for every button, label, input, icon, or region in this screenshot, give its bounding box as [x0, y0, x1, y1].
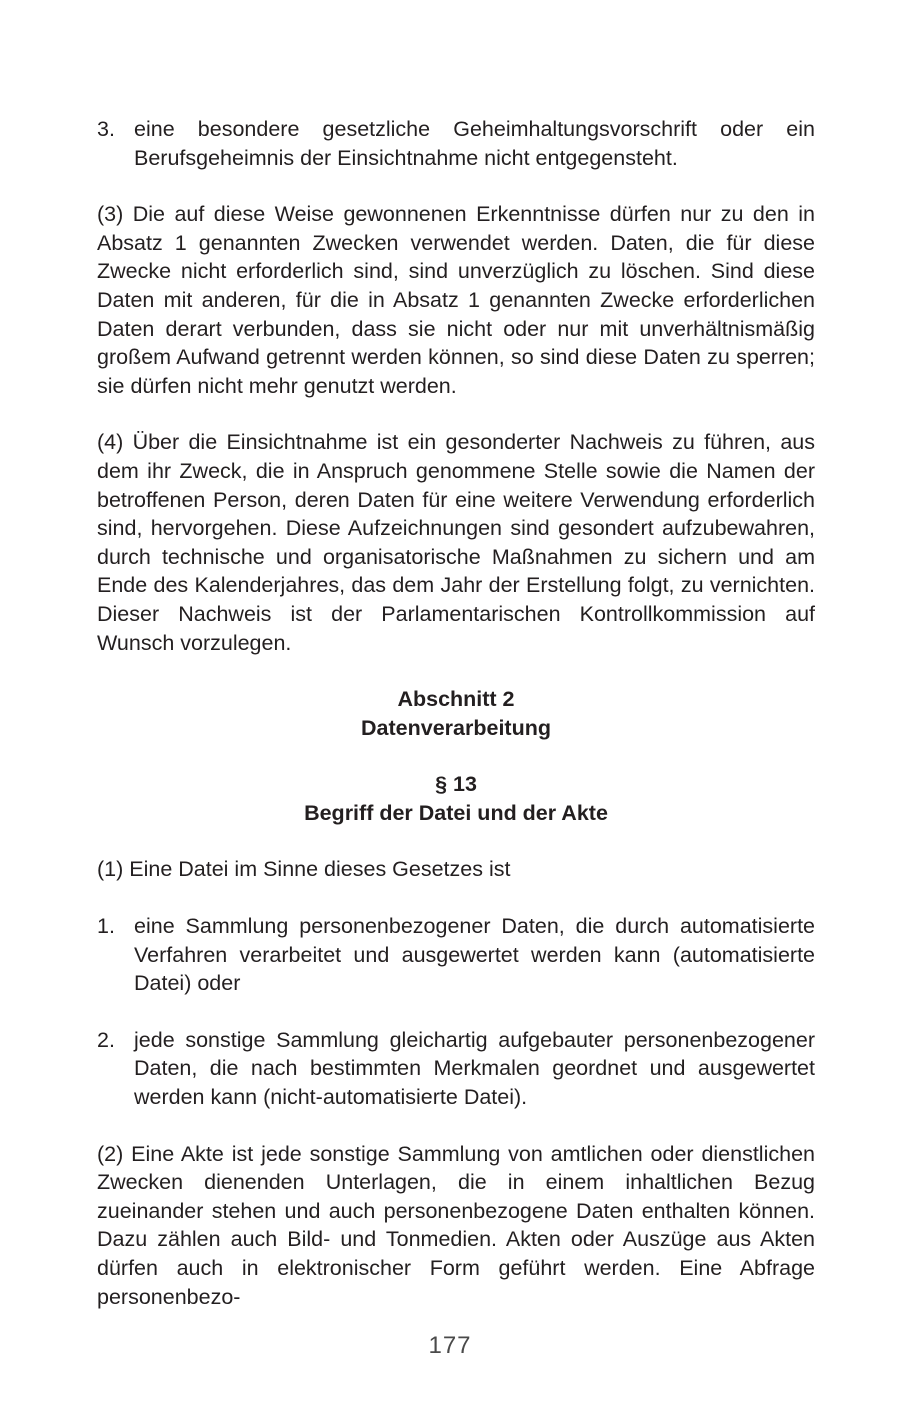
paragraph-label: § 13: [435, 772, 477, 797]
list-number: 3.: [97, 117, 115, 141]
list-item-1: [97, 912, 815, 998]
section-title: Datenverarbeitung: [361, 715, 551, 740]
list-text: eine besondere gesetzliche Geheimhaltungsvorschrift oder ein Berufsgeheimnis der Einsichtnahme nicht entgegensteht.: [134, 117, 815, 170]
paragraph-title: Begriff der Datei und der Akte: [304, 800, 608, 825]
page-content: [97, 115, 815, 1339]
list-number: 2.: [97, 1027, 115, 1052]
s13-paragraph-2: (2) Eine Akte ist jede sonstige Sammlung von amtlichen oder dienstlichen Zwecken dienenden Unterlagen, die in einem inhaltlichen Bezug zueinander stehen und auch personenbezogene Daten enthalten können. Dazu zählen auch Bild- und Tonmedien. Akten oder Auszüge aus Akten dürfen auch in elektronischer Form geführt werden. Eine Abfrage personenbezo-: [97, 1141, 815, 1309]
s13-paragraph-1-intro: (1) Eine Datei im Sinne dieses Gesetzes ist: [97, 857, 511, 882]
list-item-2: [97, 1026, 815, 1112]
list-text: eine Sammlung personenbezogener Daten, die durch automatisierte Verfahren verarbeitet und ausgewertet werden kann (automatisierte Datei) oder: [134, 914, 815, 996]
list-text: jede sonstige Sammlung gleichartig aufgebauter personenbezogener Daten, die nach bestimmten Merkmalen geordnet und ausgewertet werden kann (nicht-automatisierte Datei).: [134, 1027, 815, 1110]
paragraph-3: (3) Die auf diese Weise gewonnenen Erkenntnisse dürfen nur zu den in Absatz 1 genannten Zwecken verwendet werden. Daten, die für diese Zwecke nicht erforderlich sind, sind unverzüglich zu löschen. Sind diese Daten mit anderen, für die in Absatz 1 genannten Zwecke erforderlichen Daten derart verbunden, dass sie nicht oder nur mit unverhältnismäßig großem Aufwand getrennt werden können, so sind diese Daten zu sperren; sie dürfen nicht mehr genutzt werden.: [97, 202, 815, 398]
list-number: 1.: [97, 914, 115, 939]
list-item-3: [97, 115, 815, 172]
paragraph-4: (4) Über die Einsichtnahme ist ein gesonderter Nachweis zu führen, aus dem ihr Zweck, die in Anspruch genommene Stelle sowie die Namen der betroffenen Person, deren Daten für eine weitere Verwendung erforderlich sind, hervorgehen. Diese Aufzeichnungen sind gesondert aufzubewahren, durch technische und organisatorische Maßnahmen zu sichern und am Ende des Kalenderjahres, das dem Jahr der Erstellung folgt, zu vernichten. Dieser Nachweis ist der Parlamentarischen Kontrollkommission auf Wunsch vorzulegen.: [97, 430, 815, 655]
paragraph-heading: [97, 770, 815, 827]
section-heading: [97, 685, 815, 742]
section-label: Abschnitt 2: [397, 687, 515, 712]
page-number: 177: [428, 1332, 472, 1359]
